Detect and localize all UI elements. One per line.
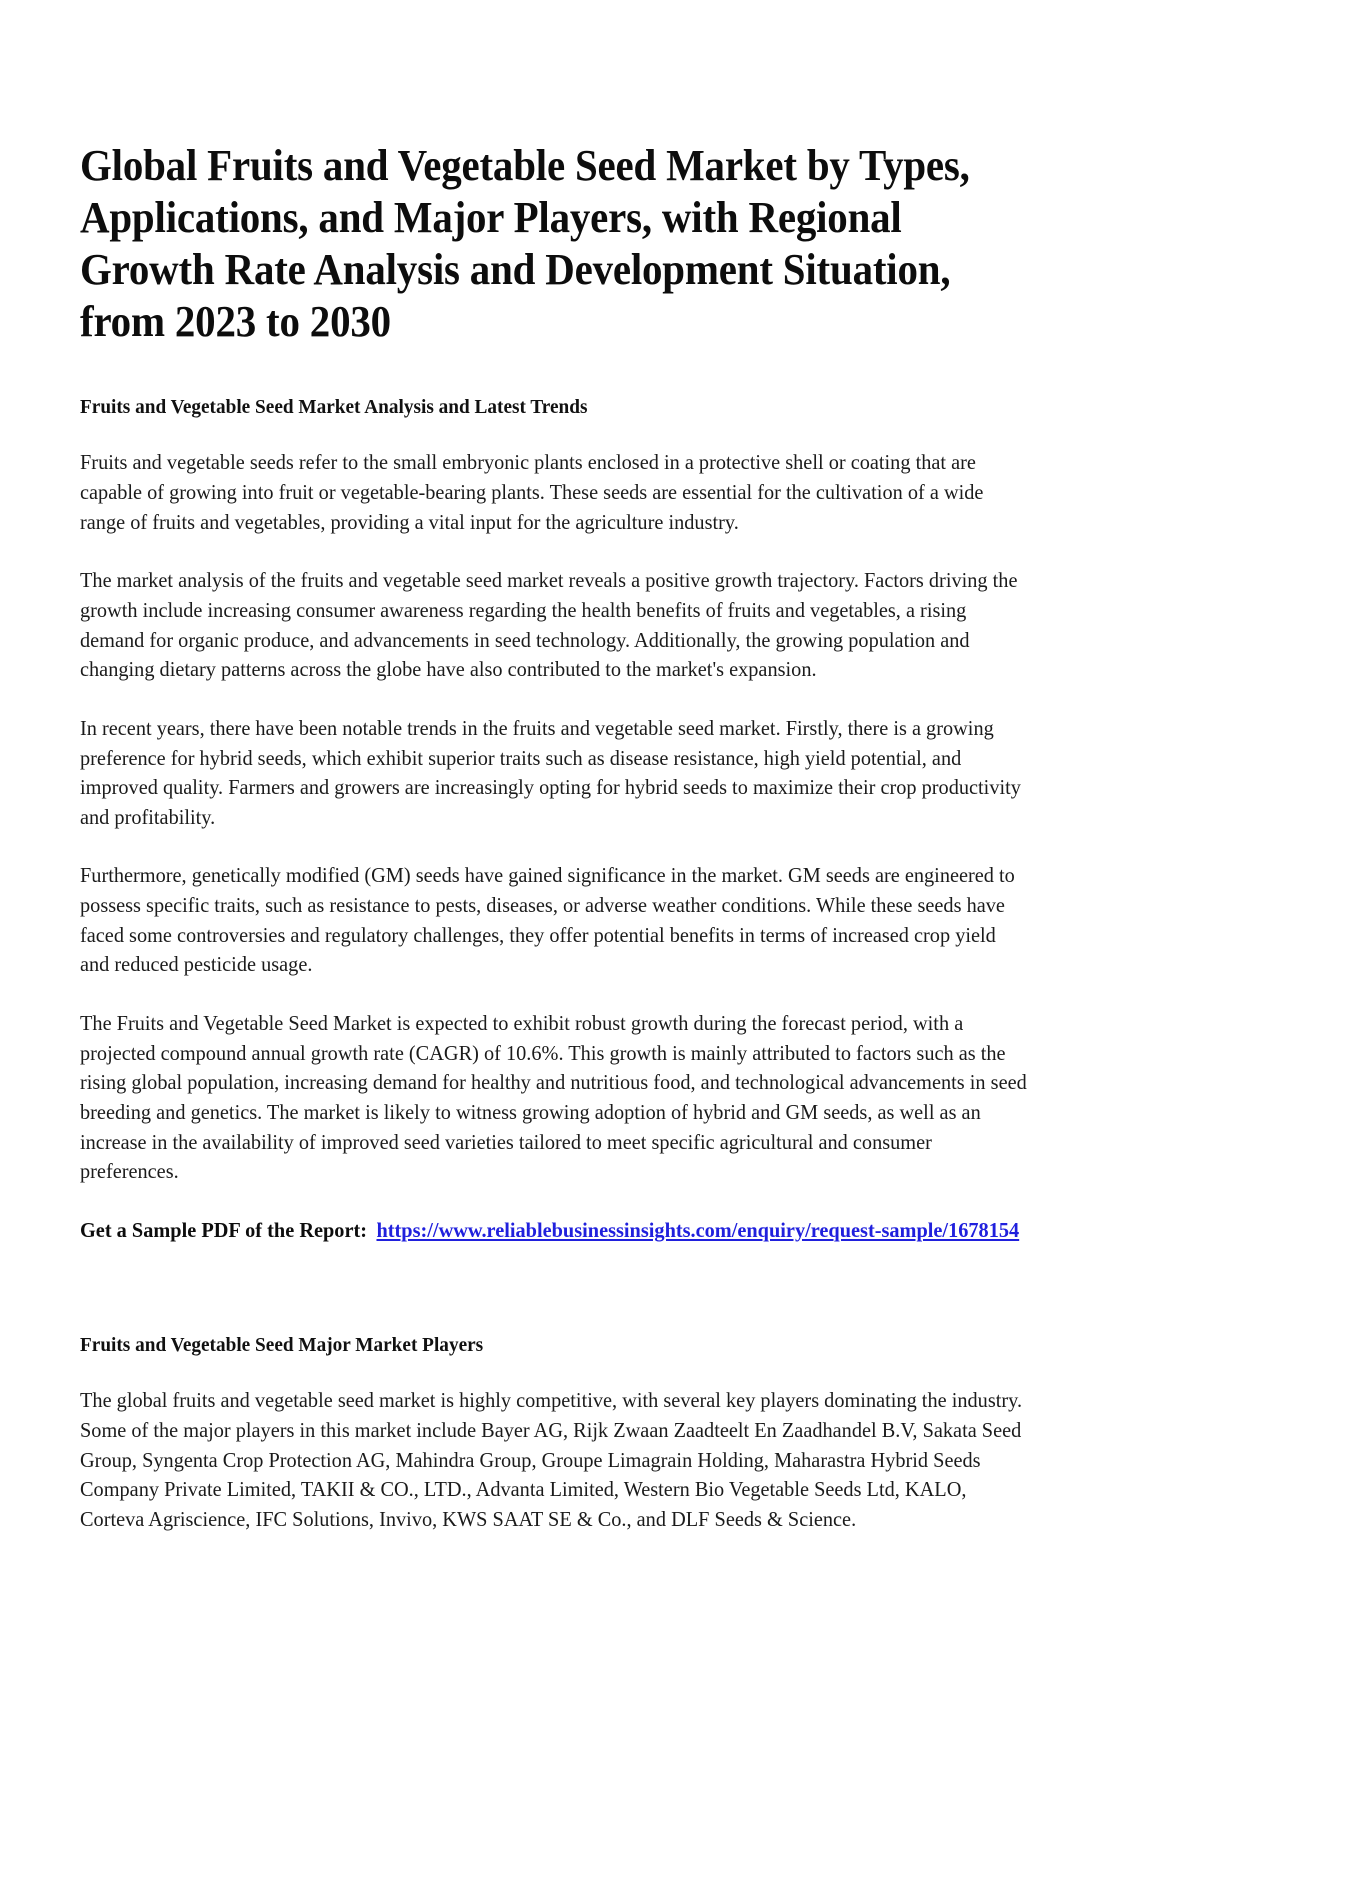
section-heading-major-players: Fruits and Vegetable Seed Major Market Players <box>80 1333 484 1356</box>
paragraph-hybrid-trends: In recent years, there have been notable trends in the fruits and vegetable seed market. Firstly, there is a growing preference for hybrid seeds, which exhibit superior traits such as disease resistance, high yield potential, and improved quality. Farmers and growers are increasingly opting for hybrid seeds to maximize their crop productivity and profitability. <box>80 715 1021 829</box>
major-players-section <box>80 1332 1030 1535</box>
paragraph-cagr-forecast: The Fruits and Vegetable Seed Market is expected to exhibit robust growth during the forecast period, with a projected compound annual growth rate (CAGR) of 10.6%. This growth is mainly attributed to factors such as the rising global population, increasing demand for healthy and nutritious food, and technological advancements in seed breeding and genetics. The market is likely to witness growing adoption of hybrid and GM seeds, as well as an increase in the availability of improved seed varieties tailored to meet specific agricultural and consumer preferences. <box>80 1011 1027 1184</box>
paragraph-gm-seeds: Furthermore, genetically modified (GM) seeds have gained significance in the market. GM seeds are engineered to possess specific traits, such as resistance to pests, diseases, or adverse weather conditions. While these seeds have faced some controversies and regulatory challenges, they offer potential benefits in terms of increased crop yield and reduced pesticide usage. <box>80 863 1015 977</box>
request-sample-link[interactable]: https://www.reliablebusinessinsights.com/enquiry/request-sample/1678154 <box>376 1218 1020 1243</box>
sample-pdf-cta <box>80 1216 1030 1246</box>
paragraph-major-players: The global fruits and vegetable seed market is highly competitive, with several key players dominating the industry. Some of the major players in this market include Bayer AG, Rijk Zwaan Zaadteelt En Zaadhandel B.V, Sakata Seed Group, Syngenta Crop Protection AG, Mahindra Group, Groupe Limagrain Holding, Maharastra Hybrid Seeds Company Private Limited, TAKII & CO., LTD., Advanta Limited, Western Bio Vegetable Seeds Ltd, KALO, Corteva Agriscience, IFC Solutions, Invivo, KWS SAAT SE & Co., and DLF Seeds & Science. <box>80 1388 1023 1531</box>
paragraph-market-analysis: The market analysis of the fruits and vegetable seed market reveals a positive growth trajectory. Factors driving the growth include increasing consumer awareness regarding the health benefits of fruits and vegetables, a rising demand for organic produce, and advancements in seed technology. Additionally, the growing population and changing dietary patterns across the globe have also contributed to the market's expansion. <box>80 568 1018 682</box>
page-title: Global Fruits and Vegetable Seed Market by Types, Applications, and Major Players, with Regional Growth Rate Analysis and Development Situation, from 2023 to 2030 <box>80 141 970 346</box>
paragraph-seed-definition: Fruits and vegetable seeds refer to the small embryonic plants enclosed in a protective shell or coating that are capable of growing into fruit or vegetable-bearing plants. These seeds are essential for the cultivation of a wide range of fruits and vegetables, providing a vital input for the agriculture industry. <box>80 450 984 534</box>
sample-pdf-label: Get a Sample PDF of the Report: <box>80 1218 368 1243</box>
section-heading-analysis: Fruits and Vegetable Seed Market Analysis and Latest Trends <box>80 395 588 418</box>
section-spacer <box>80 1246 1030 1332</box>
